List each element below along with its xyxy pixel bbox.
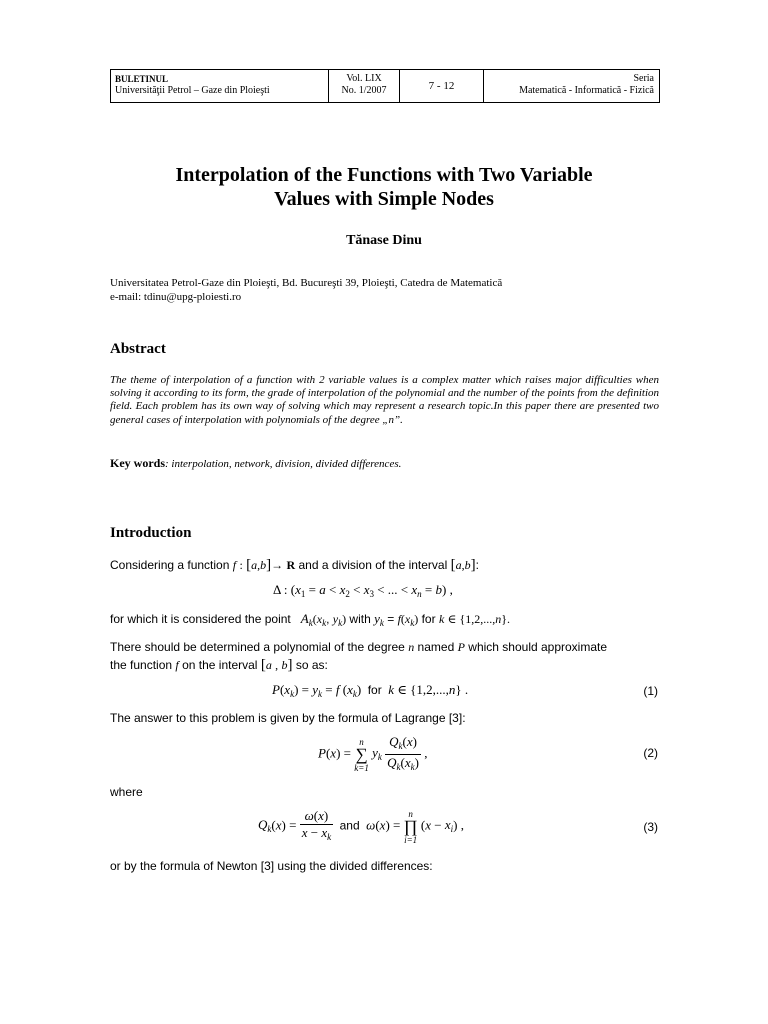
intro-text: on the interval: [182, 658, 258, 672]
intro-text: for: [421, 612, 436, 626]
intro-text: which should approximate: [468, 640, 608, 654]
affiliation-block: [110, 276, 502, 304]
intro-paragraph-4: The answer to this problem is given by the formula of Lagrange [3]:: [110, 711, 466, 725]
header-series-cell: [484, 70, 659, 102]
equation-2-number: (2): [643, 746, 658, 760]
paper-title: [100, 163, 668, 211]
sum-operator: n ∑ k=1: [354, 736, 369, 773]
introduction-heading: Introduction: [110, 525, 192, 541]
intro-text: for which it is considered the point: [110, 612, 291, 626]
equation-text: for: [367, 683, 382, 697]
issue-number: No. 1/2007: [341, 85, 387, 96]
series-name: Matematică - Informatică - Fizică: [519, 85, 654, 96]
intro-text: and a division of the interval: [298, 558, 448, 572]
product-operator: n ∏ i=1: [403, 808, 418, 845]
division-equation: Δ : ($x_1 = a < x_2 < x_3$ < ... < $x_n = b$) ,: [273, 582, 453, 599]
affiliation: Universitatea Petrol-Gaze din Ploieşti, Bd. Bucureşti 39, Ploieşti, Catedra de Matematică: [110, 277, 503, 289]
author-name: Tănase Dinu: [346, 233, 422, 248]
intro-paragraph-1: Considering a function f : [a,b]→ R and a division of the interval [a,b]:: [110, 557, 479, 573]
title-line-2: Values with Simple Nodes: [274, 188, 494, 210]
fraction: $\frac{Q_k(x)}{Q_k(x_k)}$: [387, 734, 419, 772]
journal-header-table: [110, 69, 660, 103]
header-journal-cell: [111, 70, 329, 102]
university-name: Universităţii Petrol – Gaze din Ploieşti: [115, 85, 270, 96]
title-line-1: Interpolation of the Functions with Two Variable: [175, 164, 593, 186]
equation-1: $P(x_k) = y_k = f$ $(x_k)$ for k ∈ {1,2,...,n} .: [272, 682, 469, 699]
keywords-line: [110, 456, 401, 471]
header-volume-cell: [329, 70, 400, 102]
abstract-heading: Abstract: [110, 341, 166, 357]
intro-text: the function: [110, 658, 173, 672]
fraction: $\frac{\omega(x)}{x - x_k}$: [301, 808, 332, 842]
journal-name: BULETINUL: [115, 74, 169, 84]
volume: Vol. LIX: [346, 73, 382, 84]
page-range: 7 - 12: [428, 80, 455, 92]
equation-text: and: [339, 818, 360, 833]
intro-paragraph-5: or by the formula of Newton [3] using the divided differences:: [110, 859, 433, 873]
intro-text: named: [417, 640, 455, 654]
series-label: Seria: [633, 73, 654, 84]
intro-text: Considering a function: [110, 558, 230, 572]
math-inline: f: [232, 558, 237, 572]
intro-paragraph-3: There should be determined a polynomial of the degree n named P which should approximate the function f on the interval [a , b] so as:: [110, 640, 608, 673]
abstract-text: The theme of interpolation of a function with 2 variable values is a complex matter which raises major difficulties when solving it according to its form, the grade of interpolation of the polynomial and the number of the points from the definition field. Each problem has its own way of solving which may represent a research topic.In this paper there are presented two general cases of interpolation with polynomials of the degree „n”.: [110, 374, 659, 426]
equation-1-number: (1): [643, 684, 658, 698]
email: e-mail: tdinu@upg-ploiesti.ro: [110, 291, 242, 303]
keywords-list: : interpolation, network, division, divided differences.: [165, 458, 402, 470]
where-text: where: [110, 785, 143, 799]
intro-text: so as:: [295, 658, 328, 672]
equation-2-lagrange: P(x) = n ∑ k=1 $y_k$ $\frac{Q_k(x)}{Q_k(x_k)}$ ,: [318, 734, 427, 775]
keywords-label: Key words: [110, 456, 165, 470]
intro-text: There should be determined a polynomial of the degree: [110, 640, 405, 654]
intro-paragraph-2: for which it is considered the point $A_k(x_k$, $y_k$) with $y_k = f(x_k)$ for k ∈ {1,2,...,n}.: [110, 611, 511, 628]
intro-text: with: [349, 612, 371, 626]
equation-3-number: (3): [643, 820, 658, 834]
header-pages-cell: [400, 70, 484, 102]
equation-3: $Q_k(x)$ = $\frac{\omega(x)}{x - x_k}$ and ω(x) = n ∏ i=1 $(x - x_i)$ ,: [258, 808, 464, 845]
